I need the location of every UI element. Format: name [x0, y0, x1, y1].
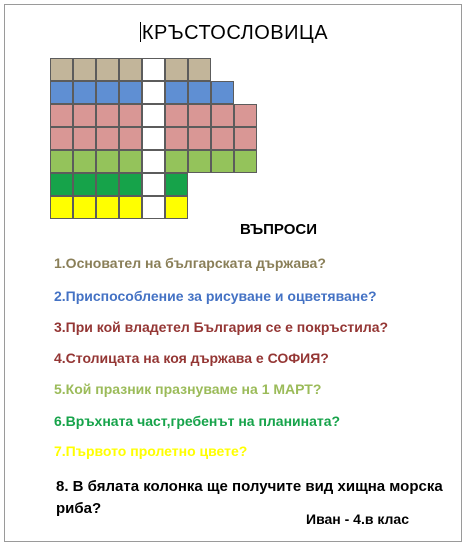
crossword-cell	[188, 127, 211, 150]
crossword-cell	[142, 150, 165, 173]
crossword-cell	[119, 127, 142, 150]
question-7: 7.Първото пролетно цвете?	[54, 443, 248, 459]
crossword-cell	[119, 104, 142, 127]
crossword-cell	[96, 104, 119, 127]
crossword-cell	[50, 150, 73, 173]
question-1: 1.Основател на българската държава?	[54, 255, 326, 271]
crossword-cell	[188, 81, 211, 104]
crossword-cell	[96, 127, 119, 150]
crossword-cell	[211, 127, 234, 150]
crossword-cell	[50, 81, 73, 104]
crossword-cell	[165, 127, 188, 150]
crossword-cell	[234, 150, 257, 173]
crossword-cell	[73, 150, 96, 173]
crossword-cell	[165, 150, 188, 173]
crossword-cell	[211, 81, 234, 104]
crossword-cell	[73, 81, 96, 104]
crossword-cell	[73, 196, 96, 219]
question-4: 4.Столицата на коя държава е СОФИЯ?	[54, 350, 329, 366]
crossword-cell	[142, 81, 165, 104]
crossword-cell	[188, 150, 211, 173]
crossword-cell	[188, 58, 211, 81]
crossword-cell	[73, 127, 96, 150]
crossword-cell	[96, 196, 119, 219]
crossword-cell	[234, 127, 257, 150]
crossword-cell	[119, 81, 142, 104]
crossword-cell	[188, 104, 211, 127]
crossword-cell	[165, 81, 188, 104]
crossword-cell	[50, 173, 73, 196]
crossword-cell	[211, 104, 234, 127]
crossword-cell	[165, 104, 188, 127]
crossword-cell	[96, 173, 119, 196]
crossword-cell	[50, 104, 73, 127]
question-3: 3.При кой владетел България се е покръстила?	[54, 319, 389, 335]
crossword-cell	[142, 196, 165, 219]
crossword-cell	[142, 173, 165, 196]
crossword-cell	[73, 58, 96, 81]
crossword-cell	[73, 104, 96, 127]
crossword-cell	[211, 150, 234, 173]
question-2: 2.Приспособление за рисуване и оцветяване?	[54, 288, 377, 304]
crossword-cell	[142, 58, 165, 81]
crossword-cell	[165, 58, 188, 81]
crossword-cell	[119, 196, 142, 219]
crossword-cell	[96, 58, 119, 81]
crossword-cell	[165, 196, 188, 219]
crossword-cell	[142, 104, 165, 127]
author-label: Иван - 4.в клас	[306, 511, 409, 527]
questions-heading: ВЪПРОСИ	[240, 221, 317, 238]
text-cursor	[140, 22, 141, 42]
page-title	[0, 22, 468, 45]
crossword-cell	[119, 150, 142, 173]
crossword-cell	[119, 173, 142, 196]
crossword-cell	[50, 196, 73, 219]
crossword-cell	[96, 150, 119, 173]
crossword-cell	[234, 104, 257, 127]
title-text: КРЪСТОСЛОВИЦА	[141, 22, 329, 44]
crossword-cell	[119, 58, 142, 81]
crossword-cell	[50, 127, 73, 150]
crossword-cell	[165, 173, 188, 196]
crossword-cell	[142, 127, 165, 150]
crossword-cell	[96, 81, 119, 104]
crossword-cell	[50, 58, 73, 81]
question-8: 8. В бялата колонка ще получите вид хищна морска риба?	[56, 478, 443, 517]
crossword-cell	[73, 173, 96, 196]
question-5: 5.Кой празник празнуваме на 1 МАРТ?	[54, 381, 322, 397]
question-6: 6.Връхната част,гребенът на планината?	[54, 413, 341, 429]
